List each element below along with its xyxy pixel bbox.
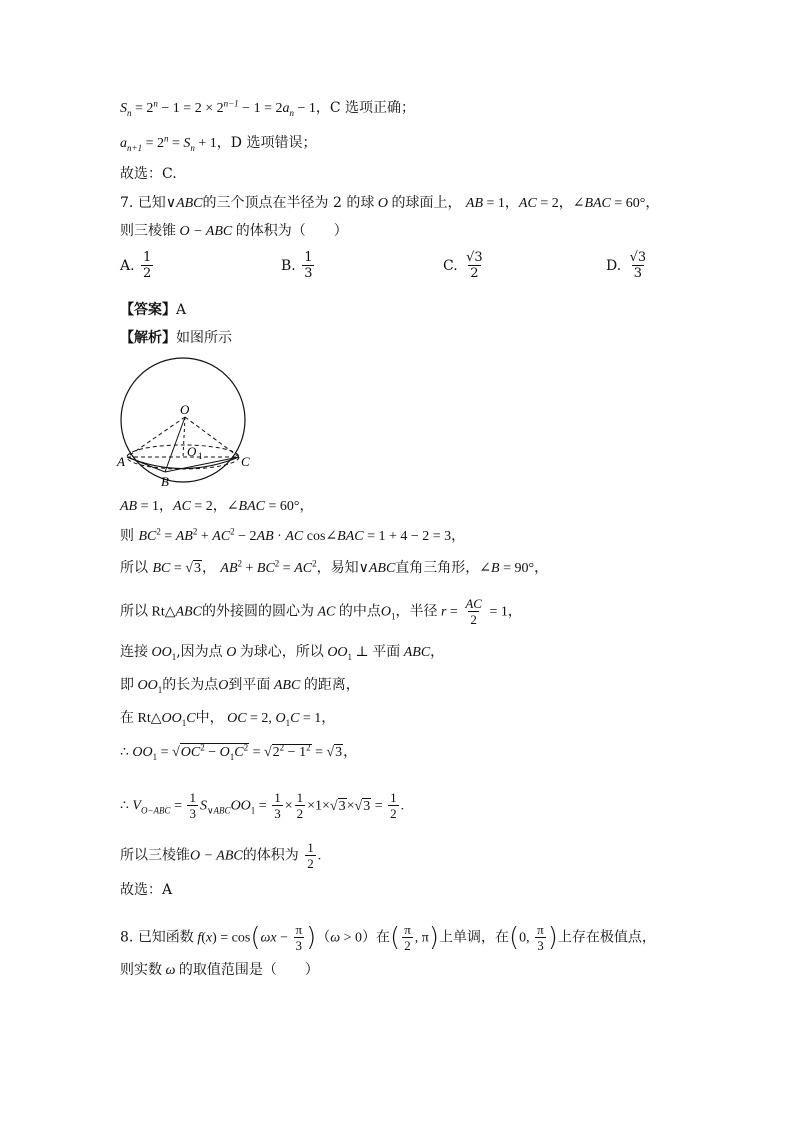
sphere-figure	[115, 352, 255, 490]
step-final: 所以三棱锥O − ABC的体积为 $\frac{1}{2}$ .	[120, 840, 322, 871]
step-circumcenter: 所以 Rt△ABC的外接圆的圆心为 AC 的中点$O_1$，半径 r = $\frac{AC}{2}$ = 1，	[120, 596, 522, 627]
option-d-wrong: ，D 选项错误；	[216, 135, 317, 151]
q8-number: 8.	[120, 929, 134, 946]
step-right-angle: 所以 BC = √3， $AB^2 + BC^2 = AC^2$，易知∨ABC直角三角形，∠B = 90°，	[120, 558, 549, 576]
q7-option-a[interactable]: A. $\frac{1}{2}$	[120, 250, 152, 281]
option-c-correct: ，C 选项正确；	[315, 100, 416, 116]
q8-stem-line2: 则实数 ω 的取值范围是（ ）	[120, 962, 319, 978]
step-volume: ∴ $V_{O-ABC}$ = $\frac{1}{3}$ $S_{\vee ABC}OO_1$ = $\frac{1}{3}$ × $\frac{1}{2}$ ×1×√3×√3 = $\frac{1}{2}$ .	[120, 790, 405, 821]
solution-line-an1: $a_{n+1} = 2^n = S_n + 1$，D 选项错误；	[120, 133, 317, 153]
q7-stem-line2: 则三棱锥 O − ABC 的体积为（ ）	[120, 223, 348, 239]
sphere-outline	[121, 358, 245, 482]
step-given: AB = 1，AC = 2，∠BAC = 60°，	[120, 499, 314, 514]
q8-stem-line1: 8. 已知函数 f(x) = cos(ωx − $\frac{\pi}{3}$ )（ω > 0）在( $\frac{\pi}{2}$ , π)上单调，在(0, $\frac{\pi}{3}$ )上存在极值点，	[120, 922, 656, 953]
q7-analysis-intro: 【解析】如图所示	[120, 330, 232, 346]
section-front-arc	[127, 457, 239, 469]
step-triangle-ooc: 在 $Rt\triangle OO_1C$中， OC = 2, $O_1C = 1$，	[120, 710, 336, 728]
step-cosine-law: 则 $BC^2 = AB^2 + AC^2 - 2AB$ · AC cos∠BAC = 1 + 4 − 2 = 3，	[120, 526, 466, 544]
edge-oa	[127, 417, 185, 457]
q7-answer: 【答案】A	[120, 302, 187, 318]
prev-conclusion: 故选：C.	[120, 166, 177, 182]
label-b: B	[161, 474, 169, 489]
solution-line-sn: $S_n = 2^n - 1 = 2 \times 2^{n-1} - 1 = 2a_n - 1$，C 选项正确；	[120, 98, 416, 118]
label-a: A	[117, 454, 125, 469]
step-perpendicular: 连接 $OO_1$,因为点 O 为球心，所以 $OO_1$ ⊥ 平面 ABC，	[120, 644, 445, 662]
q7-number: 7.	[120, 195, 134, 211]
label-c: C	[241, 454, 250, 469]
label-o1: O	[187, 444, 197, 459]
step-distance: 即 $OO_1$的长为点O到平面 ABC 的距离，	[120, 677, 360, 695]
step-oo1-length: ∴ $OO_1 = √OC^2 - O_1C^2 = √2^2 - 1^2 = √3$，	[120, 742, 358, 762]
svg-text:1: 1	[198, 451, 203, 461]
q7-conclusion: 故选：A	[120, 882, 173, 898]
label-o: O	[180, 402, 190, 417]
q7-option-c[interactable]: C. $\frac{√3}{2}$	[443, 250, 483, 281]
q7-option-d[interactable]: D. $\frac{√3}{3}$	[606, 250, 647, 281]
q7-stem-line1: 7. 已知∨ABC的三个顶点在半径为 2 的球 O 的球面上， AB = 1，AC = 2，∠BAC = 60°，	[120, 195, 660, 211]
q7-option-b[interactable]: B. $\frac{1}{3}$	[281, 250, 313, 281]
edge-ob	[165, 417, 185, 472]
